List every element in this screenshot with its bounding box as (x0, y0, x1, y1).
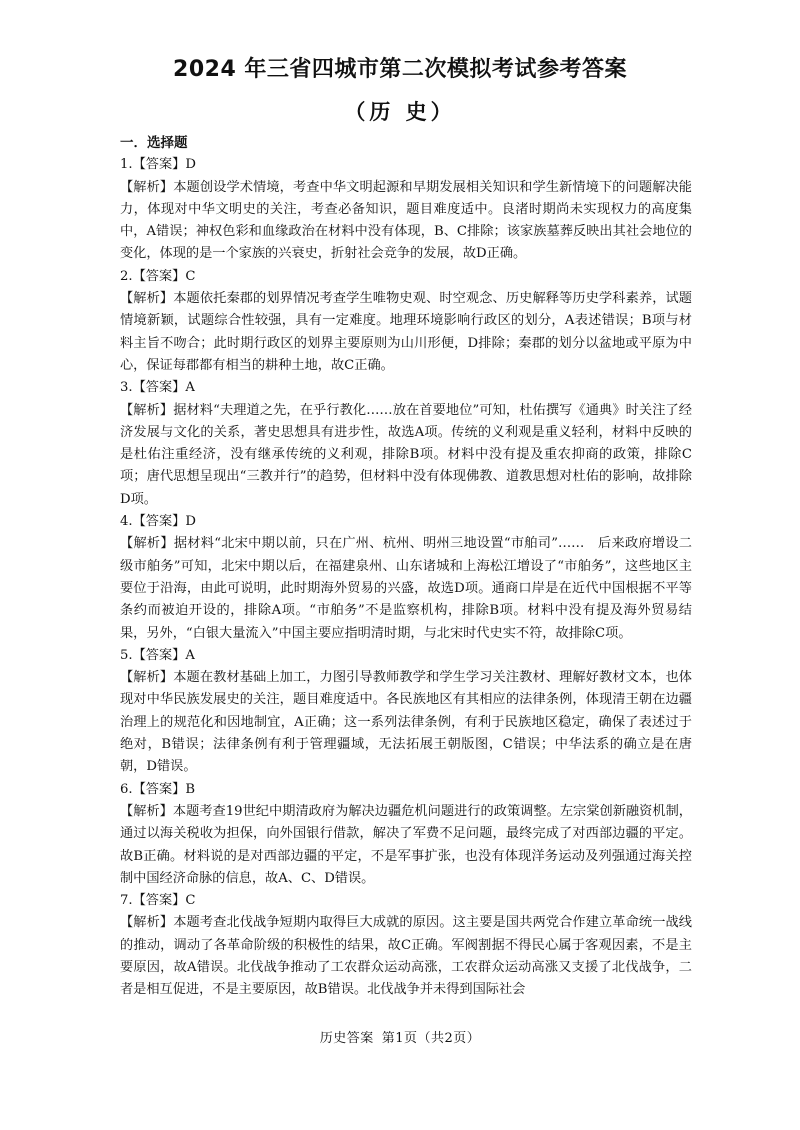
footer-page-number: 第1页（共2页） (381, 1031, 481, 1046)
question-analysis: 【解析】本题在教材基础上加工，力图引导教师教学和学生学习关注教材、理解好教材文本，也体现对中华民族发展史的关注，题目难度适中。各民族地区有其相应的法律条例，体现清王朝在边疆治理上的规范化和因地制宜，A正确；这一系列法律条例，有利于民族地区稳定，确保了表述过于绝对，B错误；法律条例有利于管理疆域，无法拓展王朝版图，C错误；中华法系的确立是在唐朝，D错误。 (120, 670, 692, 775)
question-answer: 6.【答案】B (120, 781, 196, 797)
question-analysis: 【解析】据材料“夫理道之先，在乎行教化……放在首要地位”可知，杜佑撰写《通典》时关注了经济发展与文化的关系，著史思想具有进步性，故选A项。传统的义利观是重义轻利，材料中反映的是杜佑注重经济，没有继承传统的义利观，排除B项。材料中没有提及重农抑商的政策，排除C项；唐代思想呈现出“三教并行”的趋势，但材料中没有体现佛教、道教思想对杜佑的影响，故排除D项。 (120, 402, 692, 507)
page-subtitle: （历 史） (344, 100, 456, 124)
question-analysis: 【解析】本题考查北伐战争短期内取得巨大成就的原因。这主要是国共两党合作建立革命统一战线的推动，调动了各革命阶级的积极性的结果，故C正确。军阀割据不得民心属于客观因素，不是主要原因，故A错误。北伐战争推动了工农群众运动高涨，工农群众运动高涨又支援了北伐战争，二者是相互促进，不是主要原因，故B错误。北伐战争并未得到国际社会 (120, 915, 692, 998)
question-block-6 (120, 779, 692, 890)
question-analysis: 【解析】本题依托秦郡的划界情况考查学生唯物史观、时空观念、历史解释等历史学科素养，试题情境新颖，试题综合性较强，具有一定难度。地理环境影响行政区的划分，A表述错误；B项与材料主旨不吻合；此时期行政区的划界主要原则为山川形便，D排除；秦郡的划分以盆地或平原为中心，保证每郡都有相当的耕种土地，故C正确。 (120, 291, 692, 373)
question-block-4 (120, 511, 692, 645)
question-block-5 (120, 645, 692, 779)
page-title: 2024 年三省四城市第二次模拟考试参考答案 (173, 57, 627, 82)
question-answer: 7.【答案】C (120, 893, 196, 909)
question-analysis: 【解析】本题创设学术情境，考查中华文明起源和早期发展相关知识和学生新情境下的问题解决能力，体现对中华文明史的关注，考查必备知识，题目难度适中。良渚时期尚未实现权力的高度集中，A错误；神权色彩和血缘政治在材料中没有体现，B、C排除；该家族墓葬反映出其社会地位的变化，体现的是一个家族的兴衰史，折射社会竞争的发展，故D正确。 (120, 179, 692, 262)
answer-content (120, 132, 692, 1002)
question-analysis: 【解析】本题考查19世纪中期清政府为解决边疆危机问题进行的政策调整。左宗棠创新融资机制，通过以海关税收为担保，向外国银行借款，解决了军费不足问题，最终完成了对西部边疆的平定。故B正确。材料说的是对西部边疆的平定，不是军事扩张，也没有体现洋务运动及列强通过海关控制中国经济命脉的信息，故A、C、D错误。 (120, 803, 692, 886)
footer-subject: 历史答案 (319, 1031, 374, 1046)
section-heading: 一．选择题 (120, 135, 188, 151)
question-answer: 3.【答案】A (120, 380, 195, 396)
question-answer: 1.【答案】D (120, 157, 196, 173)
question-answer: 2.【答案】C (120, 268, 196, 284)
question-block-1 (120, 154, 692, 265)
question-block-2 (120, 266, 692, 377)
question-block-3 (120, 377, 692, 511)
question-analysis: 【解析】据材料“北宋中期以前，只在广州、杭州、明州三地设置“市舶司”…… 后来政府增设二级市舶务”可知，北宋中期以后，在福建泉州、山东诸城和上海松江增设了“市舶务”，这些地区主要位于沿海，由此可说明，此时期海外贸易的兴盛，故选D项。通商口岸是在近代中国根据不平等条约而被迫开设的，排除A项。“市舶务”不是监察机构，排除B项。材料中没有提及海外贸易结果，另外，“白银大量流入”中国主要应指明清时期，与北宋时代史实不符，故排除C项。 (120, 536, 692, 641)
question-answer: 5.【答案】A (120, 647, 195, 663)
page-footer (0, 1027, 800, 1046)
question-answer: 4.【答案】D (120, 514, 196, 530)
question-block-7 (120, 890, 692, 1001)
